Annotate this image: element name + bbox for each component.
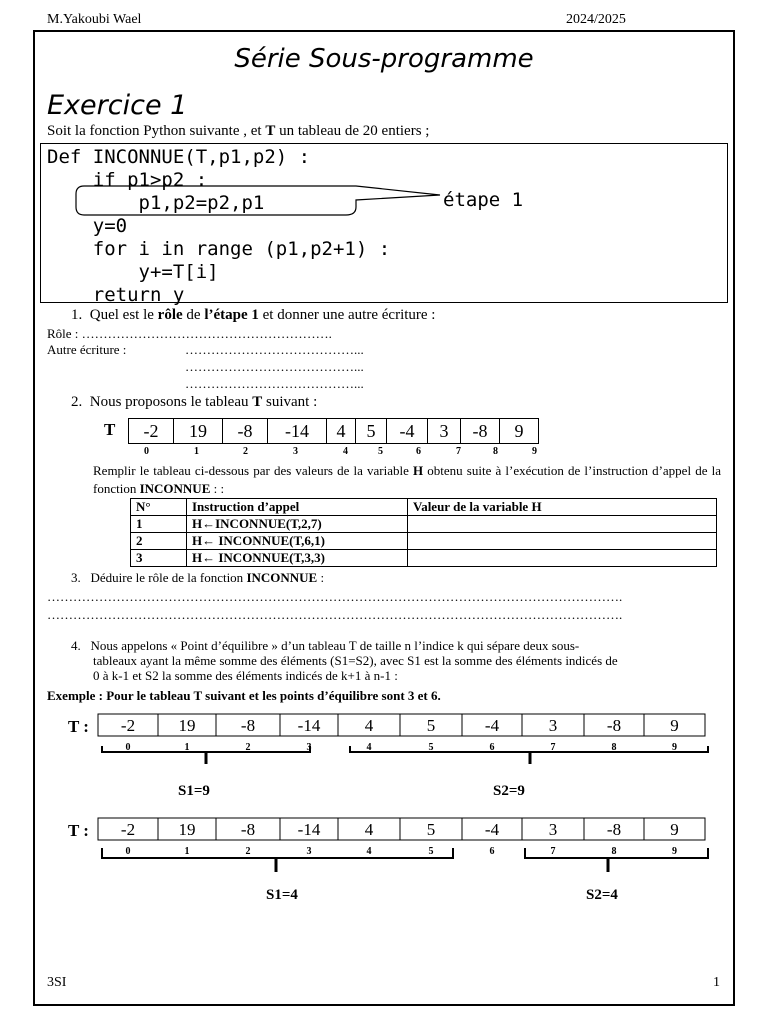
array-cell: -4 — [387, 419, 428, 444]
code-line: return y — [47, 284, 185, 306]
array-cell: 4 — [327, 419, 356, 444]
array-cell-value: -8 — [240, 716, 256, 735]
table-header: Instruction d’appel — [187, 499, 408, 516]
array-cell-value: 3 — [548, 820, 558, 839]
array-cell: -2 — [129, 419, 174, 444]
array-label-1: T : — [68, 717, 89, 736]
array-index: 2 — [245, 846, 251, 857]
other-writing-label: Autre écriture : — [47, 342, 127, 357]
array-index: 9 — [532, 446, 537, 457]
exercise-intro: Soit la fonction Python suivante , et T un tableau de 20 entiers ; — [47, 123, 430, 139]
table-cell: H←INCONNUE(T,2,7) — [187, 516, 408, 533]
code-line: p1,p2=p2,p1 — [47, 192, 265, 214]
answer-dots: ……………………………………………………………………………………………………………………. — [47, 607, 623, 622]
answer-cell[interactable] — [408, 533, 717, 550]
code-line: y+=T[i] — [47, 261, 219, 283]
question-3: 3. Déduire le rôle de la fonction INCONNUE : — [71, 570, 325, 585]
answer-dots: …………………………………... — [185, 359, 364, 374]
array-index: 0 — [144, 446, 149, 457]
code-line: y=0 — [47, 215, 128, 237]
array-index: 5 — [428, 846, 434, 857]
array-cell-value: -14 — [297, 820, 321, 839]
array-cell-value: -8 — [240, 820, 256, 839]
table-cell: 2 — [131, 533, 187, 550]
array-index: 4 — [366, 846, 372, 857]
array-cell-value: -2 — [120, 716, 136, 735]
array-index: 3 — [306, 742, 312, 753]
array-index: 6 — [416, 446, 421, 457]
question-4: 4. Nous appelons « Point d’équilibre » d’un tableau T de taille n l’indice k qui sépare deux sous- — [71, 638, 580, 653]
array-t — [128, 418, 539, 444]
calls-table — [130, 498, 717, 567]
question-2: 2. Nous proposons le tableau T suivant : — [71, 394, 318, 410]
code-line: if p1>p2 : — [47, 169, 208, 191]
answer-dots: ……………………………………………………………………………………………………………………. — [47, 589, 623, 604]
table-cell: 1 — [131, 516, 187, 533]
array-cell: 3 — [428, 419, 461, 444]
s1-label-1: S1=9 — [178, 783, 210, 799]
array-cell: 5 — [356, 419, 387, 444]
array-index: 0 — [125, 846, 131, 857]
table-row — [131, 533, 717, 550]
step-callout-shape — [70, 183, 450, 221]
answer-dots: …………………………………... — [185, 342, 364, 357]
array-cell-value: -4 — [484, 820, 500, 839]
array-cell-value: 4 — [364, 716, 374, 735]
array-cell-value: -2 — [120, 820, 136, 839]
s2-label-1: S2=9 — [493, 783, 525, 799]
array-index: 9 — [672, 846, 677, 857]
array-cell-value: 19 — [178, 716, 196, 735]
array-index: 1 — [194, 446, 199, 457]
array-cell: -14 — [268, 419, 327, 444]
array-index: 4 — [343, 446, 348, 457]
array-cell-value: 3 — [548, 716, 558, 735]
array-index: 7 — [550, 846, 556, 857]
array-index: 8 — [611, 846, 617, 857]
array-cell: 19 — [174, 419, 223, 444]
s2-label-2: S2=4 — [586, 887, 618, 903]
array-index: 0 — [125, 742, 131, 753]
step-label: étape 1 — [443, 189, 524, 211]
table-cell: 3 — [131, 550, 187, 567]
array-index: 5 — [428, 742, 434, 753]
role-answer-line: Rôle : …………………………………………………. — [47, 326, 332, 341]
table-row — [131, 516, 717, 533]
table-row — [131, 550, 717, 567]
array-cell-value: 4 — [364, 820, 374, 839]
array-cell-value: 5 — [426, 820, 436, 839]
answer-cell[interactable] — [408, 550, 717, 567]
table-header: N° — [131, 499, 187, 516]
array-index: 8 — [611, 742, 617, 753]
array-index: 5 — [378, 446, 383, 457]
s1-label-2: S1=4 — [266, 887, 298, 903]
array-label: T — [104, 420, 116, 439]
table-cell: H← INCONNUE(T,3,3) — [187, 550, 408, 567]
answer-cell[interactable] — [408, 516, 717, 533]
array-index: 3 — [293, 446, 298, 457]
table-cell: H← INCONNUE(T,6,1) — [187, 533, 408, 550]
array-index: 1 — [184, 846, 190, 857]
page-title: Série Sous-programme — [234, 44, 534, 74]
array-index: 3 — [306, 846, 312, 857]
example-text: Exemple : Pour le tableau T suivant et les points d’équilibre sont 3 et 6. — [47, 688, 441, 703]
array-index: 2 — [245, 742, 251, 753]
array-cell-value: 19 — [178, 820, 196, 839]
array-cell-value: -4 — [484, 716, 500, 735]
array-index: 4 — [366, 742, 372, 753]
footer-page-number: 1 — [713, 975, 720, 990]
array-index: 7 — [456, 446, 461, 457]
header-year: 2024/2025 — [566, 12, 626, 27]
exercise-title: Exercice 1 — [47, 90, 188, 121]
array-cell-value: 9 — [670, 820, 679, 839]
header-author: M.Yakoubi Wael — [47, 12, 142, 27]
array-index: 6 — [489, 742, 495, 753]
array-cell: -8 — [461, 419, 500, 444]
question-1: 1. Quel est le rôle de l’étape 1 et donner une autre écriture : — [71, 307, 436, 323]
table-header: Valeur de la variable H — [408, 499, 717, 516]
array-cell-value: 5 — [426, 716, 436, 735]
array-cell: 9 — [500, 419, 539, 444]
array-cell-value: 9 — [670, 716, 679, 735]
equilibrium-diagram — [60, 708, 720, 923]
array-cell-value: -14 — [297, 716, 321, 735]
fill-instruction: Remplir le tableau ci-dessous par des valeurs de la variable H obtenu suite à l’exécution de l’instruction d’appel de la fonction INCONNUE : : — [93, 463, 721, 496]
array-index: 9 — [672, 742, 677, 753]
array-cell-value: -8 — [606, 716, 622, 735]
answer-dots: …………………………………... — [185, 376, 364, 391]
question-4-cont: tableaux ayant la même somme des éléments (S1=S2), avec S1 est la somme des éléments indicés de 0 à k-1 et S2 la somme des éléments indicés de k+1 à n-1 : — [93, 653, 618, 683]
array-index: 2 — [243, 446, 248, 457]
array-cell: -8 — [223, 419, 268, 444]
array-cell-value: -8 — [606, 820, 622, 839]
array-index: 1 — [184, 742, 190, 753]
code-line: for i in range (p1,p2+1) : — [47, 238, 391, 260]
footer-class: 3SI — [47, 975, 67, 990]
array-index: 6 — [489, 846, 495, 857]
array-index: 8 — [493, 446, 498, 457]
code-line: Def INCONNUE(T,p1,p2) : — [47, 146, 311, 168]
array-index: 7 — [550, 742, 556, 753]
array-label-2: T : — [68, 821, 89, 840]
